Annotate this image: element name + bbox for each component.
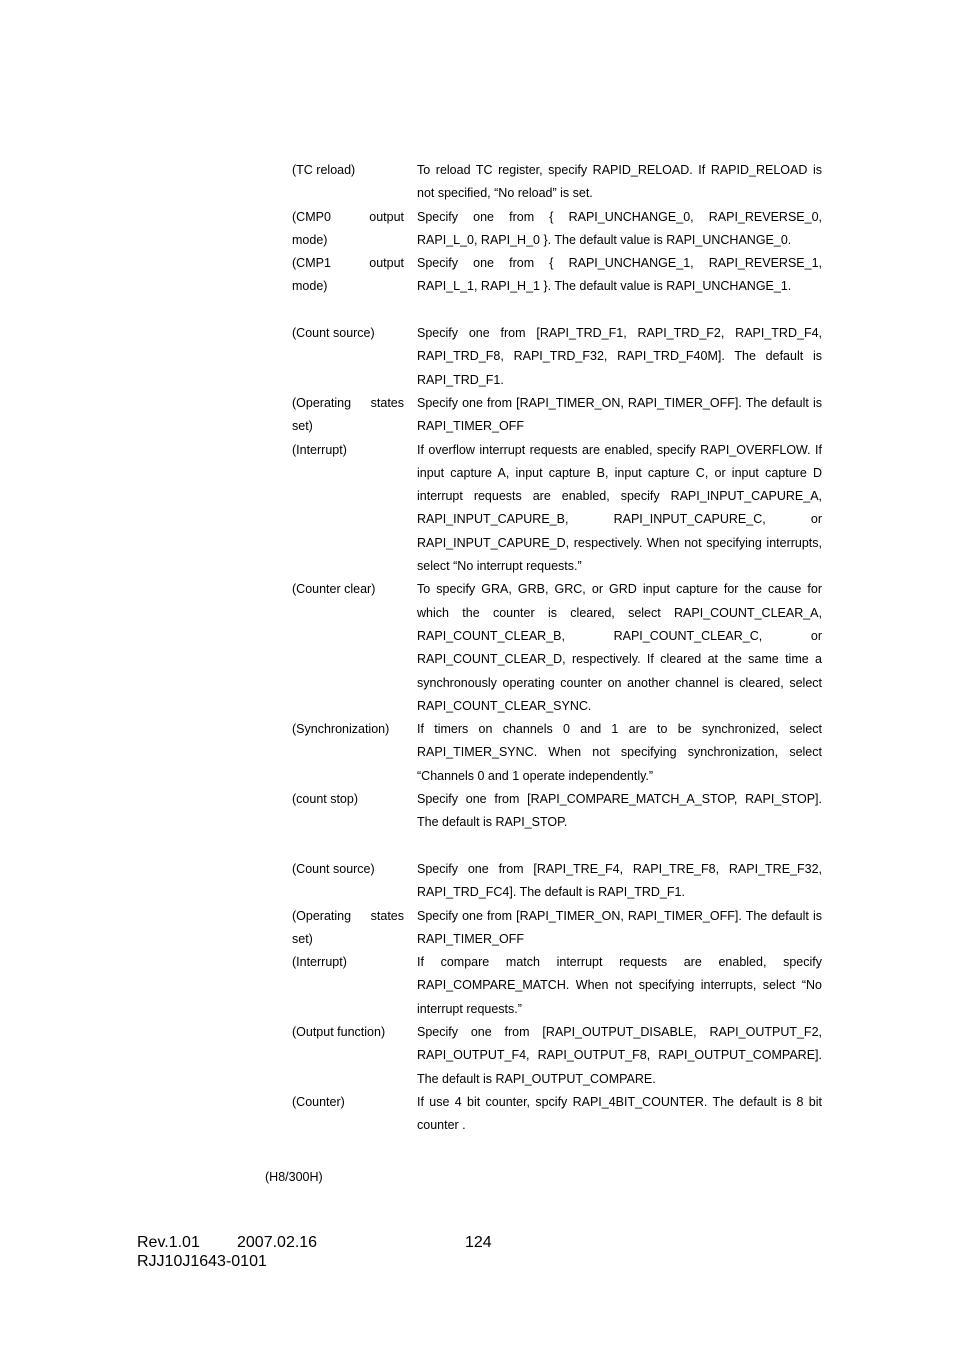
param-description: If overflow interrupt requests are enabled, specify RAPI_OVERFLOW. If input capture A, input capture B, input capture C, or input capture D interrupt requests are enabled, specify RAPI_INPUT_CAPURE_A, RAPI_INPUT_CAPURE_B, RAPI_INPUT_CAPURE_C, or RAPI_INPUT_CAPURE_D, respectively. When not specifying interrupts, select “No interrupt requests.”: [417, 442, 822, 574]
param-row: [292, 1021, 822, 1091]
platform-heading: (H8/300H): [265, 1170, 323, 1184]
param-description: Specify one from [RAPI_OUTPUT_DISABLE, RAPI_OUTPUT_F2, RAPI_OUTPUT_F4, RAPI_OUTPUT_F8, RAPI_OUTPUT_COMPARE]. The default is RAPI_OUTPUT_COMPARE.: [417, 1024, 822, 1086]
param-description: Specify one from [RAPI_TIMER_ON, RAPI_TIMER_OFF]. The default is RAPI_TIMER_OFF: [417, 908, 822, 946]
param-term: (Output function): [292, 1024, 386, 1039]
param-row: [292, 951, 822, 1021]
param-description: Specify one from { RAPI_UNCHANGE_1, RAPI_REVERSE_1, RAPI_L_1, RAPI_H_1 }. The default value is RAPI_UNCHANGE_1.: [417, 256, 822, 294]
param-term: (Count source): [292, 326, 375, 341]
param-description: To specify GRA, GRB, GRC, or GRD input capture for the cause for which the counter is cleared, select RAPI_COUNT_CLEAR_A, RAPI_COUNT_CLEAR_B, RAPI_COUNT_CLEAR_C, or RAPI_COUNT_CLEAR_D, respectively. If cleared at the same time a synchronously operating counter on another channel is cleared, select RAPI_COUNT_CLEAR_SYNC.: [417, 582, 822, 713]
param-term: (Operating states set): [292, 908, 404, 946]
param-description: Specify one from [RAPI_TIMER_ON, RAPI_TIMER_OFF]. The default is RAPI_TIMER_OFF: [417, 395, 822, 434]
revision-date: 2007.02.16: [237, 1234, 318, 1251]
param-row: [292, 159, 822, 206]
param-row: [292, 322, 822, 392]
param-term: (Counter): [292, 1094, 345, 1109]
param-row: [292, 788, 822, 835]
param-description: If compare match interrupt requests are enabled, specify RAPI_COMPARE_MATCH. When not specifying interrupts, select “No interrupt requests.”: [417, 955, 822, 1016]
document-id: RJJ10J1643-0101: [137, 1253, 267, 1270]
param-row: [292, 439, 822, 579]
param-description: Specify one from [RAPI_TRE_F4, RAPI_TRE_F8, RAPI_TRE_F32, RAPI_TRD_FC4]. The default is RAPI_TRD_F1.: [417, 861, 822, 900]
param-term: (Counter clear): [292, 582, 376, 597]
param-term: (count stop): [292, 792, 359, 807]
param-row: [292, 252, 822, 299]
param-row: [292, 578, 822, 718]
param-row: [292, 858, 822, 905]
parameter-table: [292, 159, 822, 1137]
param-row: [292, 905, 822, 952]
param-term: (CMP1 output mode): [292, 256, 404, 294]
param-term: (Operating states set): [292, 395, 404, 434]
param-term: (Interrupt): [292, 442, 347, 457]
param-description: To reload TC register, specify RAPID_RELOAD. If RAPID_RELOAD is not specified, “No reload” is set.: [417, 163, 822, 201]
section-gap: [292, 835, 822, 858]
section-gap: [292, 299, 822, 322]
param-term: (TC reload): [292, 163, 356, 177]
param-term: (Count source): [292, 861, 375, 876]
param-row: [292, 392, 822, 439]
revision-label: Rev.1.01: [137, 1234, 200, 1251]
page-number: 124: [465, 1234, 492, 1251]
param-row: [292, 1091, 822, 1138]
param-description: Specify one from { RAPI_UNCHANGE_0, RAPI_REVERSE_0, RAPI_L_0, RAPI_H_0 }. The default value is RAPI_UNCHANGE_0.: [417, 209, 822, 247]
param-row: [292, 206, 822, 253]
param-term: (Synchronization): [292, 722, 390, 737]
param-description: If timers on channels 0 and 1 are to be synchronized, select RAPI_TIMER_SYNC. When not specifying synchronization, select “Channels 0 and 1 operate independently.”: [417, 722, 822, 783]
param-description: If use 4 bit counter, spcify RAPI_4BIT_COUNTER. The default is 8 bit counter .: [417, 1094, 822, 1133]
param-term: (Interrupt): [292, 955, 347, 970]
param-description: Specify one from [RAPI_TRD_F1, RAPI_TRD_F2, RAPI_TRD_F4, RAPI_TRD_F8, RAPI_TRD_F32, RAPI_TRD_F40M]. The default is RAPI_TRD_F1.: [417, 326, 822, 387]
param-description: Specify one from [RAPI_COMPARE_MATCH_A_STOP, RAPI_STOP]. The default is RAPI_STOP.: [417, 792, 822, 830]
param-term: (CMP0 output mode): [292, 209, 404, 247]
param-row: [292, 718, 822, 788]
